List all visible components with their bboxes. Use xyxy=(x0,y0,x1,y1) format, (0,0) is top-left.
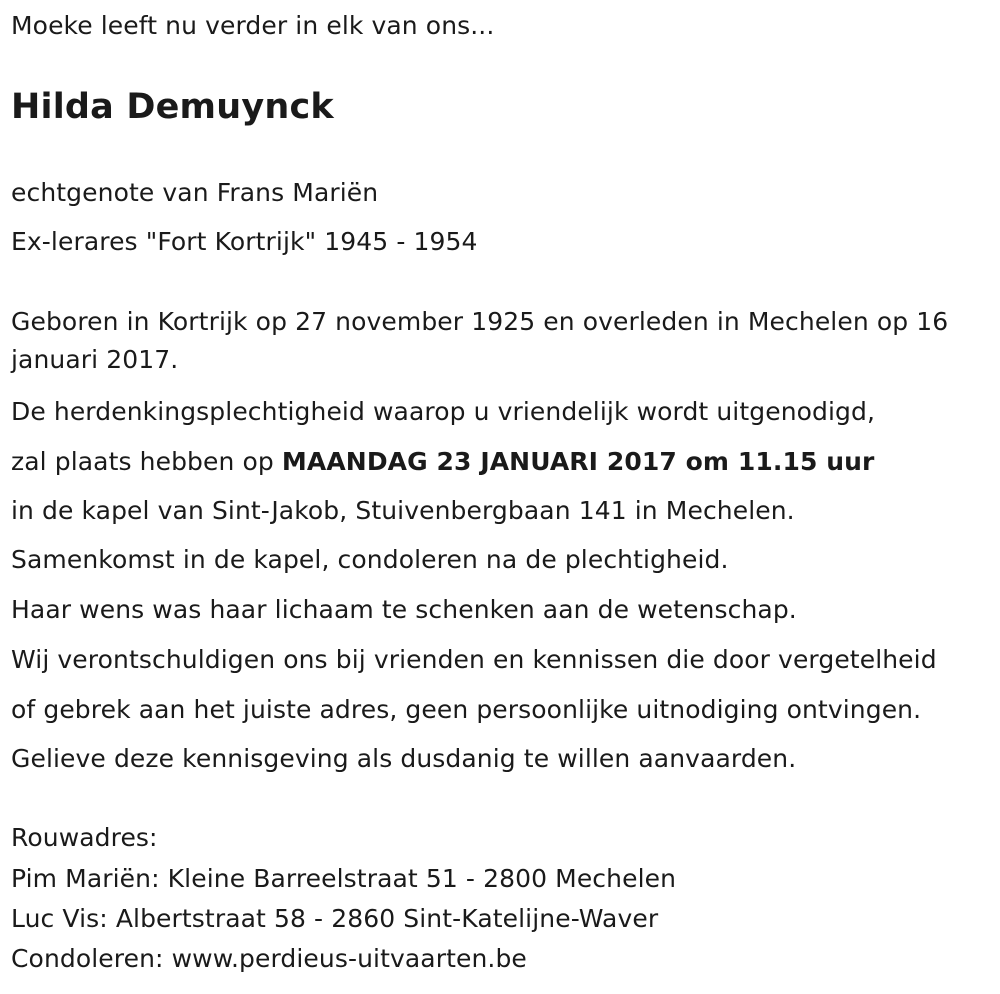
ceremony-when-prefix: zal plaats hebben op xyxy=(11,447,282,476)
spouse-line: echtgenote van Frans Mariën xyxy=(11,178,379,207)
closing-text: Gelieve deze kennisgeving als dusdanig te willen aanvaarden. xyxy=(11,744,797,773)
ceremony-location: in de kapel van Sint-Jakob, Stuivenbergbaan 141 in Mechelen. xyxy=(11,496,795,525)
apology-line-1: Wij verontschuldigen ons bij vrienden en kennissen die door vergetelheid xyxy=(11,645,937,674)
apology-line-2: of gebrek aan het juiste adres, geen persoonlijke uitnodiging ontvingen. xyxy=(11,695,922,724)
ceremony-when xyxy=(11,446,874,478)
contact-address-2: Luc Vis: Albertstraat 58 - 2860 Sint-Katelijne-Waver xyxy=(11,904,659,933)
deceased-name: Hilda Demuynck xyxy=(11,87,334,127)
ceremony-invite: De herdenkingsplechtigheid waarop u vriendelijk wordt uitgenodigd, xyxy=(11,397,876,426)
condolences-link[interactable]: Condoleren: www.perdieus-uitvaarten.be xyxy=(11,944,527,973)
contact-address-1: Pim Mariën: Kleine Barreelstraat 51 - 2800 Mechelen xyxy=(11,864,677,893)
ceremony-date: MAANDAG 23 JANUARI 2017 om 11.15 uur xyxy=(281,447,875,476)
birth-death-text: Geboren in Kortrijk op 27 november 1925 en overleden in Mechelen op 16 januari 2017. xyxy=(11,307,949,374)
career-line: Ex-lerares "Fort Kortrijk" 1945 - 1954 xyxy=(11,227,478,256)
contacts-heading: Rouwadres: xyxy=(11,823,158,852)
wish-text: Haar wens was haar lichaam te schenken aan de wetenschap. xyxy=(11,595,797,624)
intro-text: Moeke leeft nu verder in elk van ons... xyxy=(11,11,495,40)
gathering-text: Samenkomst in de kapel, condoleren na de plechtigheid. xyxy=(11,545,729,574)
